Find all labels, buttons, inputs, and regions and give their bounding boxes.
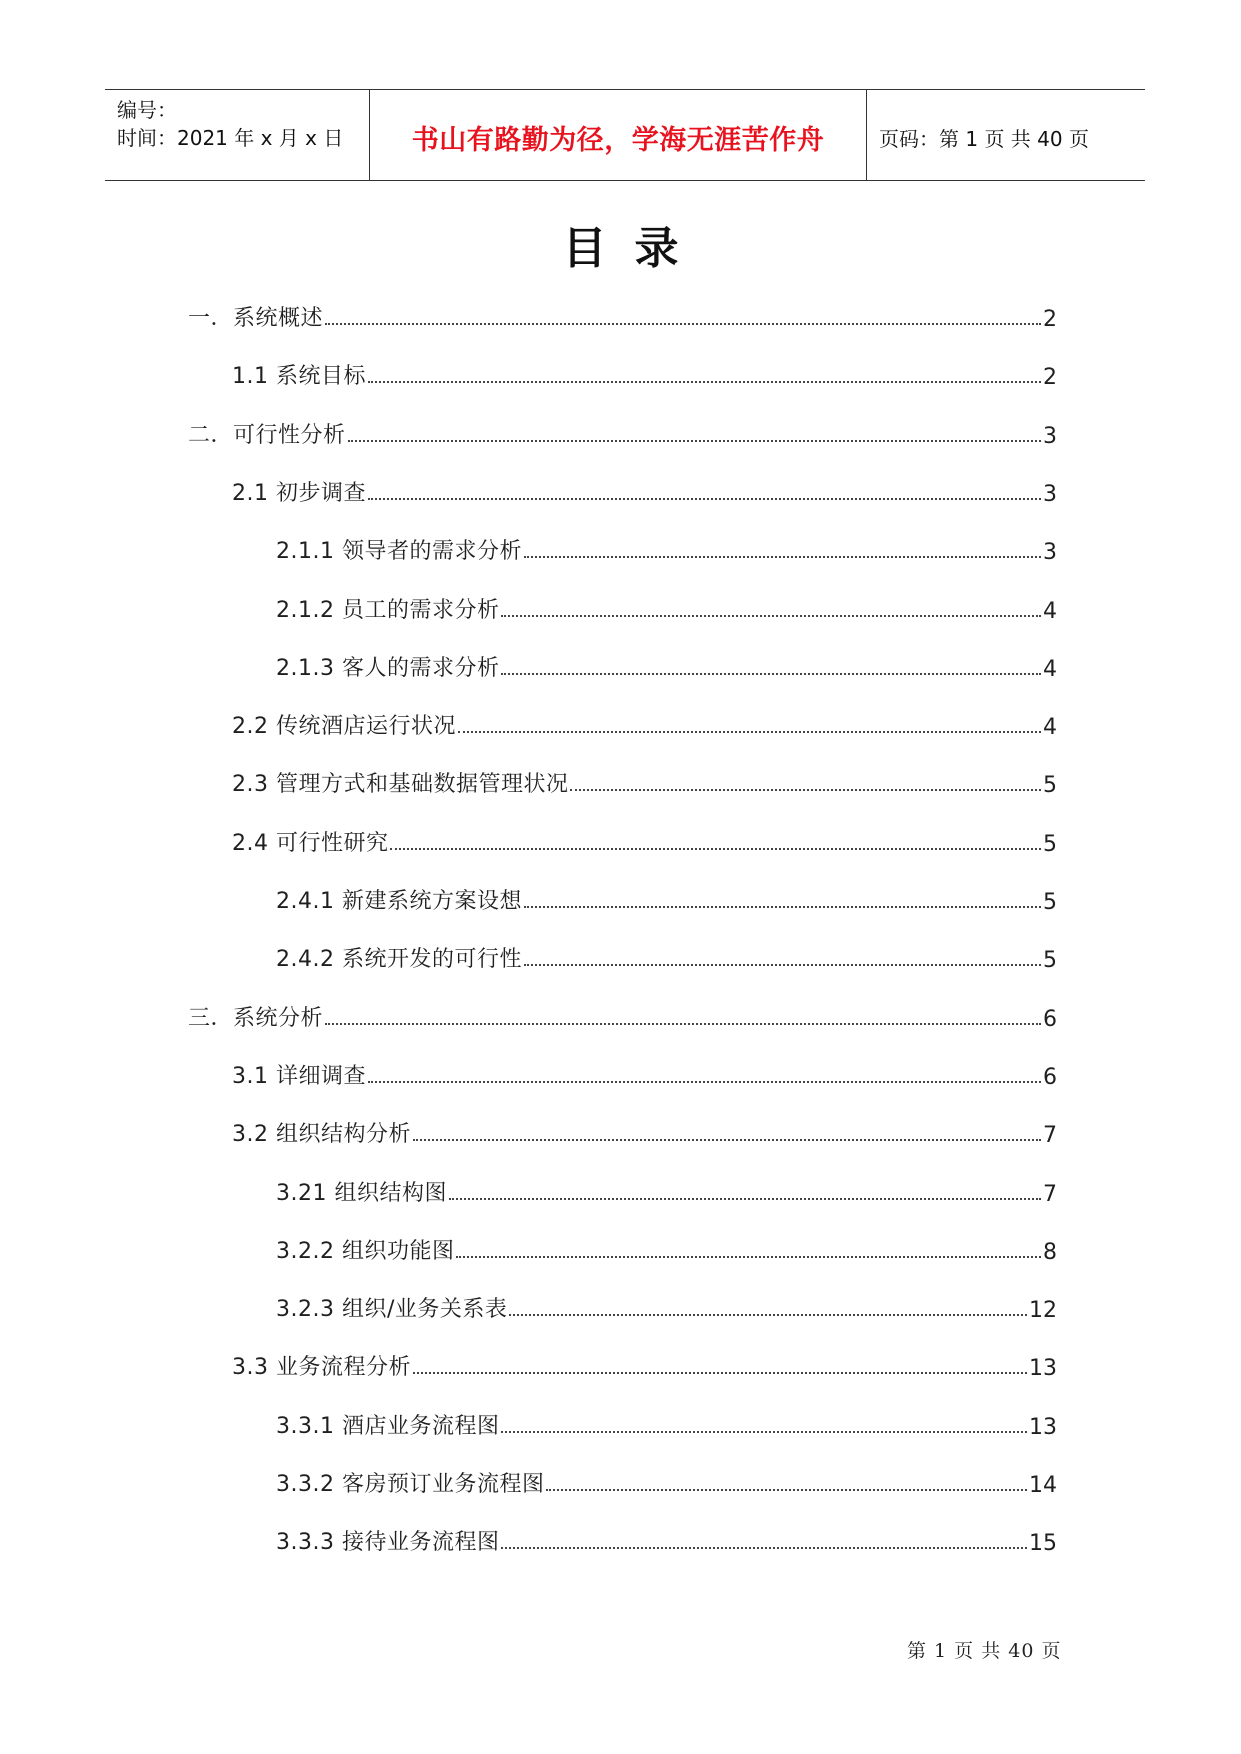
toc-entry-label: 2.4.2 系统开发的可行性 [276,947,522,972]
toc-entry[interactable] [276,1171,1057,1207]
toc-entry[interactable] [232,704,1057,740]
toc-entry-page-number: 15 [1029,1531,1057,1556]
toc-entry-page-number: 5 [1043,948,1057,973]
toc-entry-page-number: 14 [1029,1473,1057,1498]
toc-entry-label: 2.1.3 客人的需求分析 [276,656,500,681]
toc-dot-leader [524,556,1041,558]
document-number-label: 编号： [117,98,177,122]
toc-entry-label: 2.3 管理方式和基础数据管理状况 [232,772,569,797]
page-footer: 第 1 页 共 40 页 [907,1640,1062,1662]
toc-entry-label: 2.4.1 新建系统方案设想 [276,889,522,914]
toc-entry-page-number: 6 [1043,1065,1057,1090]
toc-entry-label: 2.1.1 领导者的需求分析 [276,539,522,564]
toc-dot-leader [524,906,1041,908]
toc-entry-label: 三．系统分析 [188,1006,324,1031]
toc-dot-leader [449,1198,1041,1200]
toc-entry-page-number: 2 [1043,365,1057,390]
toc-dot-leader [325,323,1041,325]
toc-entry[interactable] [276,1404,1057,1440]
toc-entry[interactable] [232,762,1057,798]
toc-entry-page-number: 6 [1043,1007,1057,1032]
toc-entry-label: 2.4 可行性研究 [232,831,389,856]
toc-dot-leader [501,1431,1027,1433]
toc-entry[interactable] [276,646,1057,682]
toc-entry-label: 3.3.3 接待业务流程图 [276,1530,500,1555]
toc-dot-leader [501,615,1041,617]
toc-entry-page-number: 2 [1043,307,1057,332]
toc-entry[interactable] [232,1112,1057,1148]
header-meta-cell [105,90,370,180]
toc-entry-page-number: 5 [1043,832,1057,857]
toc-entry-page-number: 4 [1043,715,1057,740]
toc-entry[interactable] [276,1287,1057,1323]
toc-entry-page-number: 12 [1029,1298,1057,1323]
toc-entry-page-number: 8 [1043,1240,1057,1265]
toc-dot-leader [325,1023,1041,1025]
toc-entry-label: 3.3 业务流程分析 [232,1355,411,1380]
toc-entry[interactable] [276,1462,1057,1498]
toc-entry-page-number: 5 [1043,773,1057,798]
toc-dot-leader [456,1256,1041,1258]
page-header [105,89,1145,181]
header-page-cell [867,90,1145,180]
toc-entry-page-number: 3 [1043,482,1057,507]
header-page-info: 页码：第 1 页 共 40 页 [879,126,1089,151]
toc-entry-page-number: 13 [1029,1415,1057,1440]
toc-entry[interactable] [188,296,1057,332]
toc-entry[interactable] [276,1229,1057,1265]
toc-entry-page-number: 4 [1043,657,1057,682]
header-motto: 书山有路勤为径，学海无涯苦作舟 [411,124,825,156]
toc-dot-leader [524,964,1041,966]
toc-dot-leader [368,381,1041,383]
toc-dot-leader [390,848,1041,850]
toc-dot-leader [413,1372,1027,1374]
toc-entry-label: 2.2 传统酒店运行状况 [232,714,456,739]
toc-dot-leader [458,731,1041,733]
toc-dot-leader [570,789,1041,791]
toc-entry-page-number: 3 [1043,424,1057,449]
toc-entry[interactable] [232,354,1057,390]
toc-dot-leader [501,673,1041,675]
toc-entry[interactable] [232,471,1057,507]
toc-entry-label: 一．系统概述 [188,306,324,331]
toc-entry-page-number: 7 [1043,1123,1057,1148]
toc-entry[interactable] [232,1345,1057,1381]
toc-entry-label: 1.1 系统目标 [232,364,366,389]
toc-dot-leader [546,1489,1027,1491]
toc-entry-page-number: 4 [1043,599,1057,624]
toc-entry[interactable] [188,413,1057,449]
toc-entry-label: 3.2 组织结构分析 [232,1122,411,1147]
toc-entry-label: 2.1.2 员工的需求分析 [276,598,500,623]
toc-entry-label: 3.2.3 组织/业务关系表 [276,1297,508,1322]
toc-entry-page-number: 7 [1043,1182,1057,1207]
toc-entry[interactable] [276,937,1057,973]
toc-dot-leader [368,498,1041,500]
toc-entry-label: 3.3.2 客房预订业务流程图 [276,1472,545,1497]
toc-entry[interactable] [188,996,1057,1032]
toc-entry[interactable] [232,1054,1057,1090]
toc-entry[interactable] [276,879,1057,915]
toc-dot-leader [348,440,1041,442]
toc-entry[interactable] [276,1520,1057,1556]
toc-entry[interactable] [276,588,1057,624]
toc-dot-leader [501,1547,1027,1549]
toc-dot-leader [509,1314,1027,1316]
toc-entry-page-number: 13 [1029,1356,1057,1381]
toc-entry-label: 3.1 详细调查 [232,1064,366,1089]
document-time-label: 时间：2021 年 x 月 x 日 [117,126,344,150]
toc-dot-leader [413,1139,1041,1141]
toc-entry-page-number: 5 [1043,890,1057,915]
toc-entry-label: 3.3.1 酒店业务流程图 [276,1414,500,1439]
toc-entry-label: 3.21 组织结构图 [276,1181,447,1206]
toc-entry[interactable] [232,821,1057,857]
toc-entry-label: 二．可行性分析 [188,423,346,448]
toc-title: 目录 [562,223,707,274]
toc-entry-label: 2.1 初步调查 [232,481,366,506]
header-motto-cell [370,90,867,180]
toc-entry[interactable] [276,529,1057,565]
toc-entry-page-number: 3 [1043,540,1057,565]
toc-dot-leader [368,1081,1041,1083]
toc-entry-label: 3.2.2 组织功能图 [276,1239,455,1264]
